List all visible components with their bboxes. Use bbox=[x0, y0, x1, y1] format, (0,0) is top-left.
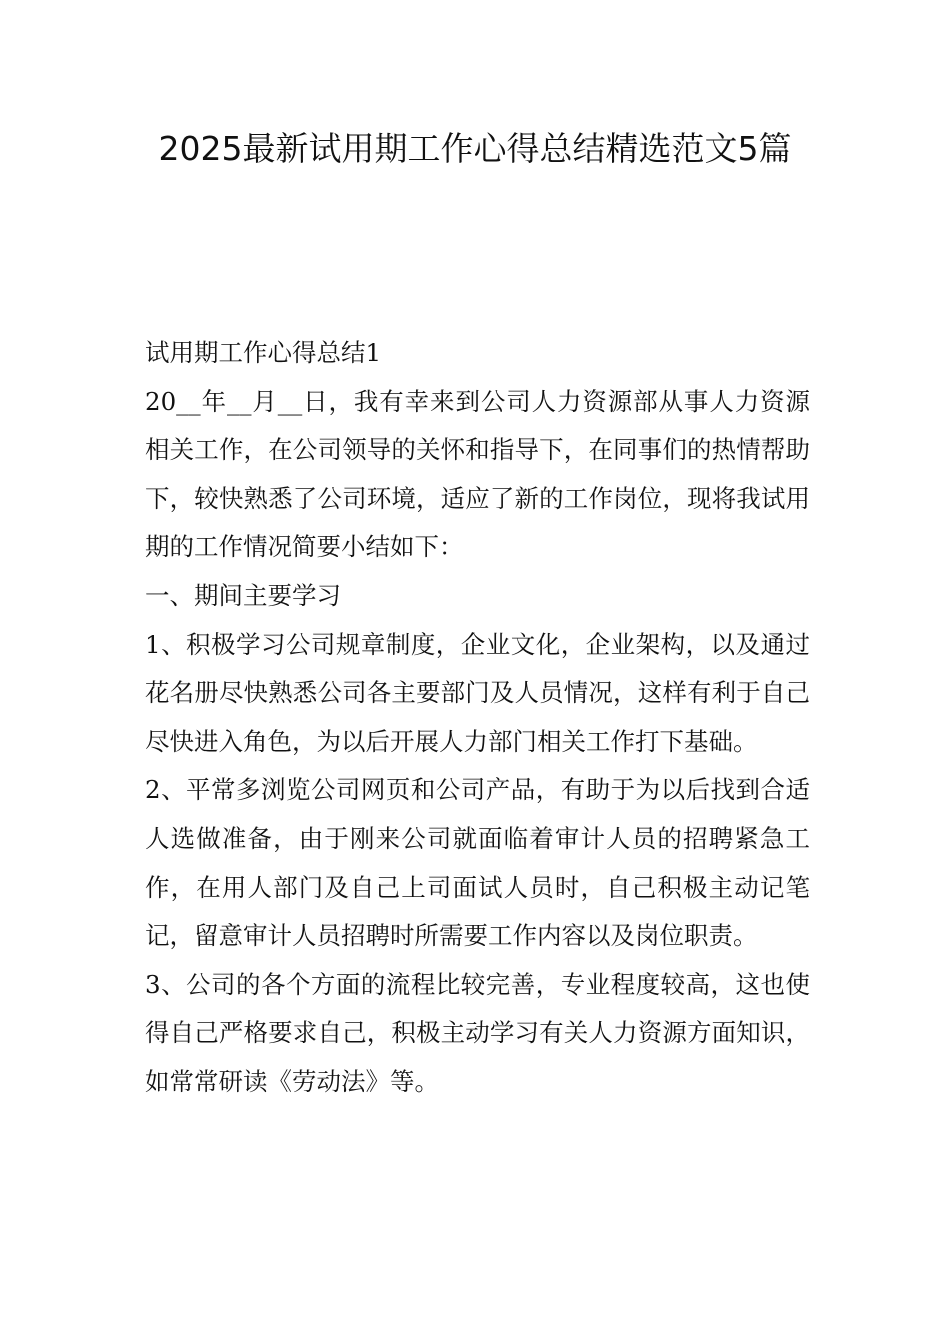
body-paragraph: 20__年__月__日，我有幸来到公司人力资源部从事人力资源相关工作，在公司领导的关怀和指导下，在同事们的热情帮助下，较快熟悉了公司环境，适应了新的工作岗位，现将我试用期的工作情况简要小结如下： bbox=[145, 386, 810, 562]
body-paragraph: 1、积极学习公司规章制度，企业文化，企业架构，以及通过花名册尽快熟悉公司各主要部门及人员情况，这样有利于自己尽快进入角色，为以后开展人力部门相关工作打下基础。 bbox=[145, 629, 810, 756]
section-heading: 试用期工作心得总结1 bbox=[145, 338, 382, 367]
subsection-heading: 一、期间主要学习 bbox=[145, 580, 341, 610]
body-paragraph: 3、公司的各个方面的流程比较完善，专业程度较高，这也使得自己严格要求自己，积极主动学习有关人力资源方面知识，如常常研读《劳动法》等。 bbox=[145, 969, 810, 1096]
document-title: 2025最新试用期工作心得总结精选范文5篇 bbox=[158, 129, 792, 168]
body-paragraph: 2、平常多浏览公司网页和公司产品，有助于为以后找到合适人选做准备，由于刚来公司就面临着审计人员的招聘紧急工作，在用人部门及自己上司面试人员时，自己积极主动记笔记，留意审计人员招聘时所需要工作内容以及岗位职责。 bbox=[145, 775, 810, 951]
document-body bbox=[145, 329, 810, 1107]
